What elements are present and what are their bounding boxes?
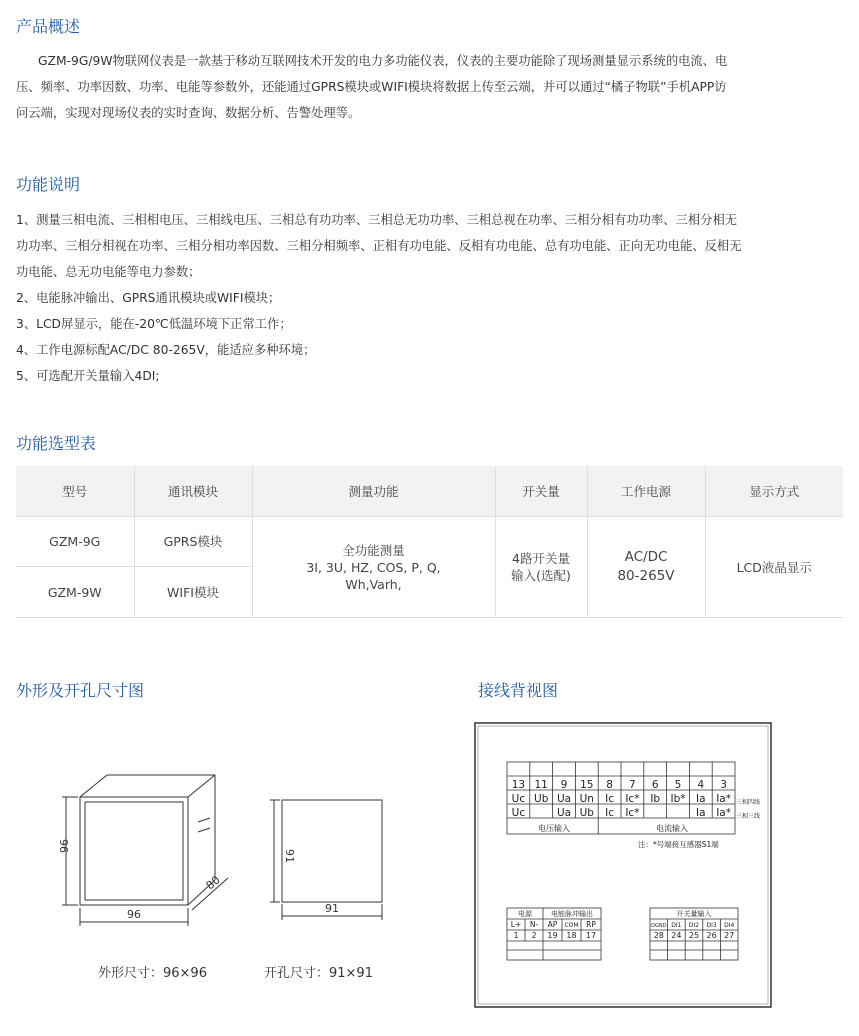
four-wire-label: Ia* [716, 793, 731, 805]
header-display: 显示方式 [705, 466, 843, 517]
three-wire-label: Ub [579, 807, 594, 819]
power-pulse-label: COM [564, 922, 579, 929]
power-pulse-label: AP [547, 920, 558, 929]
four-wire-label: Uc [511, 793, 526, 805]
dimension-drawing [50, 760, 390, 940]
power-pulse-label: N- [529, 920, 539, 929]
front-panel-outline [80, 797, 188, 905]
switch-line-2: 输入(选配) [511, 568, 571, 583]
header-switch: 开关量 [495, 466, 587, 517]
function-line-6: 4、工作电源标配AC/DC 80-265V，能适应多种环境； [16, 343, 316, 357]
outline-caption: 外形尺寸：96×96 [98, 966, 207, 981]
measure-line-2: 3I, 3U, HZ, COS, P, Q, [306, 559, 441, 575]
di-label: DI2 [688, 922, 700, 929]
selection-table [16, 466, 843, 618]
current-input-label: 电流输入 [656, 824, 688, 833]
four-wire-note: 三相四线 [736, 799, 761, 806]
di-label: DI3 [706, 922, 717, 929]
four-wire-label: Ib [650, 793, 661, 805]
four-wire-label: Un [579, 793, 594, 805]
function-line-7: 5、可选配开关量输入4DI; [16, 369, 160, 383]
three-wire-label: Ic* [625, 807, 640, 819]
power-header: 电源 [518, 910, 532, 918]
front-height-label: 96 [57, 839, 70, 853]
overview-title: 产品概述 [16, 17, 81, 36]
comm-cell: GPRS模块 [134, 517, 252, 567]
overview-line-3: 问云端，实现对现场仪表的实时查询、数据分析、告警处理等。 [16, 106, 361, 120]
wiring-diagram [474, 722, 772, 1010]
table-row [16, 517, 843, 567]
function-line-2: 功功率、三相分相视在功率、三相分相功率因数、三相分相频率、正相有功电能、反相有功电能、总有功电能、正向无功电能、反相无 [16, 239, 742, 253]
functions-title: 功能说明 [16, 175, 81, 194]
front-width-label: 96 [127, 908, 141, 921]
model-cell: GZM-9G [16, 517, 134, 567]
terminal-number: 13 [511, 779, 526, 791]
di-number: 24 [671, 931, 682, 940]
three-wire-label: Ia [696, 807, 706, 819]
power-pulse-number: 19 [547, 931, 558, 940]
three-wire-label: Uc [511, 807, 526, 819]
four-wire-label: Ic* [625, 793, 640, 805]
power-line-1: AC/DC [624, 549, 668, 565]
function-line-1: 1、测量三相电流、三相相电压、三相线电压、三相总有功功率、三相总无功功率、三相总视在功率、三相分相有功功率、三相分相无 [16, 213, 738, 227]
display-cell: LCD液晶显示 [705, 517, 843, 618]
three-wire-label: Ua [556, 807, 572, 819]
cut-height-label: 91 [283, 849, 296, 863]
wiring-frame [475, 723, 771, 1007]
terminal-number: 7 [629, 779, 636, 791]
cutout-caption: 开孔尺寸：91×91 [264, 966, 373, 981]
di-number: 28 [653, 931, 664, 940]
overview-line-2: 压、频率、功率因数、功率、电能等参数外，还能通过GPRS模块或WIFI模块将数据上传至云端，并可以通过“橘子物联”手机APP访 [16, 80, 727, 94]
four-wire-label: Ia [696, 793, 706, 805]
power-pulse-label: RP [586, 920, 596, 929]
overview-line-1: GZM-9G/9W物联网仪表是一款基于移动互联网技术开发的电力多功能仪表，仪表的主要功能除了现场测量显示系统的电流、电 [38, 54, 728, 68]
pulse-header: 电能脉冲输出 [551, 910, 593, 918]
voltage-input-label: 电压输入 [538, 824, 570, 833]
terminal-number: 6 [651, 779, 659, 791]
four-wire-label: Ib* [670, 793, 686, 805]
depth-label: 80 [203, 873, 223, 893]
terminal-number: 5 [674, 779, 682, 791]
power-pulse-label: L+ [510, 920, 522, 929]
power-pulse-number: 18 [566, 931, 577, 940]
function-line-4: 2、电能脉冲输出、GPRS通讯模块或WIFI模块； [16, 291, 281, 305]
four-wire-label: Ub [534, 793, 549, 805]
di-number: 26 [706, 931, 717, 940]
cutout-outline [282, 800, 382, 902]
di-number: 27 [724, 931, 735, 940]
wiring-note: 注：*号端接互感器S1端 [638, 840, 719, 849]
terminal-number: 8 [606, 779, 613, 791]
di-header: 开关量输入 [676, 910, 712, 918]
wiring-title: 接线背视图 [478, 681, 559, 700]
front-panel-inner [85, 802, 183, 900]
three-wire-note: 三相三线 [736, 813, 761, 820]
three-wire-label: Ia* [716, 807, 731, 819]
di-label: DI4 [724, 922, 735, 929]
terminal-number: 15 [580, 779, 594, 791]
header-model: 型号 [16, 466, 134, 517]
switch-cell [495, 517, 587, 618]
four-wire-label: Ic [605, 793, 615, 805]
power-pulse-number: 1 [513, 931, 519, 940]
switch-line-1: 4路开关量 [512, 551, 570, 566]
four-wire-label: Ua [556, 793, 572, 805]
terminal-number: 9 [560, 779, 568, 791]
di-number: 25 [688, 931, 700, 940]
header-comm: 通讯模块 [134, 466, 252, 517]
dimensions-title: 外形及开孔尺寸图 [16, 681, 145, 700]
power-pulse-number: 17 [585, 931, 597, 940]
header-power: 工作电源 [587, 466, 705, 517]
function-line-5: 3、LCD屏显示，能在-20℃低温环境下正常工作； [16, 317, 292, 331]
header-measure: 测量功能 [252, 466, 495, 517]
table-header-row [16, 466, 843, 517]
model-cell: GZM-9W [16, 567, 134, 618]
terminal-number: 4 [697, 779, 705, 791]
di-label: DI1 [671, 922, 682, 929]
measure-line-1: 全功能测量 [342, 542, 405, 558]
power-line-2: 80-265V [617, 568, 675, 584]
power-pulse-number: 2 [531, 931, 537, 940]
comm-cell: WIFI模块 [134, 567, 252, 618]
selection-title: 功能选型表 [16, 434, 97, 453]
cut-width-label: 91 [325, 902, 339, 915]
three-wire-label: Ic [605, 807, 615, 819]
power-cell [587, 517, 705, 618]
terminal-number: 3 [720, 779, 727, 791]
function-line-3: 功电能、总无功电能等电力参数； [16, 265, 201, 279]
measure-cell [252, 517, 495, 618]
terminal-number: 11 [534, 779, 548, 791]
measure-line-3: Wh,Varh, [345, 576, 402, 592]
di-label: DGND [651, 923, 667, 929]
